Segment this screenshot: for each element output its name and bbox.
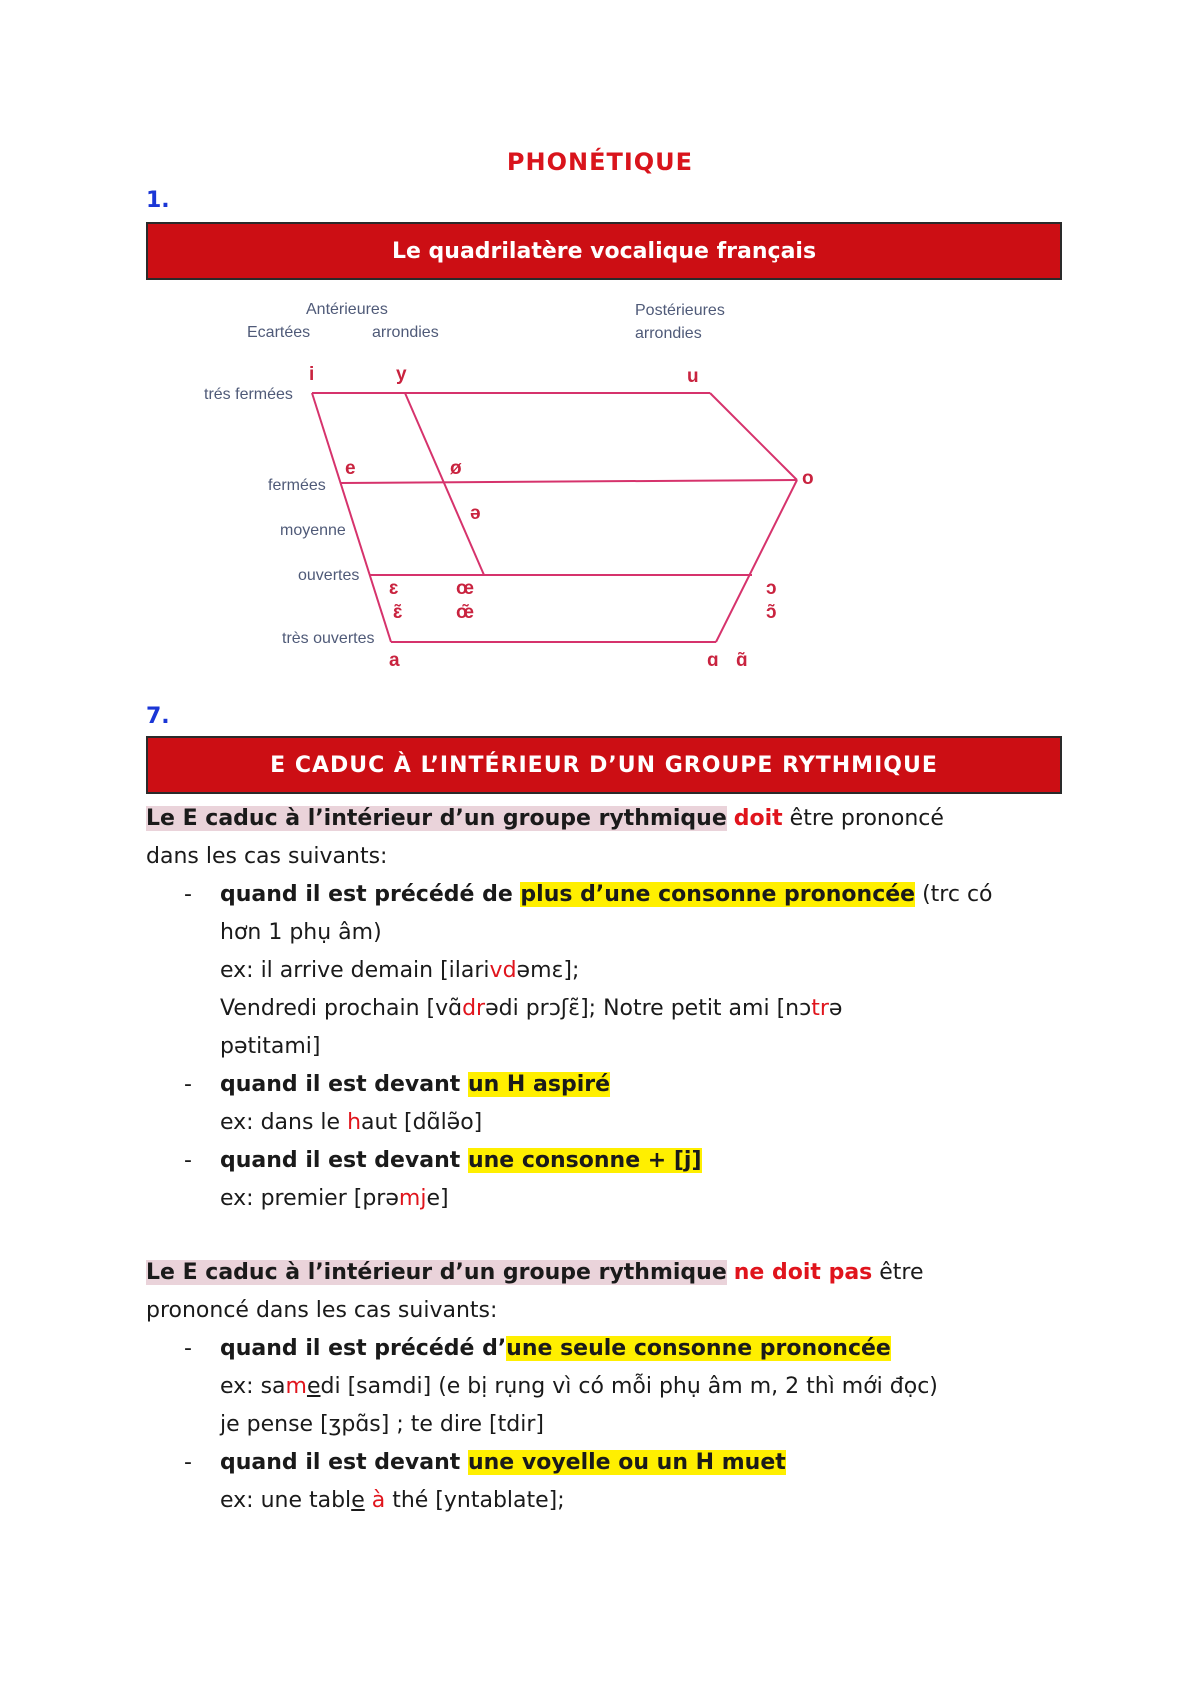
text: (trc có [915, 882, 993, 907]
bullet-label: quand il est devant [220, 1072, 468, 1097]
example [146, 1104, 1076, 1142]
example-red: tr [811, 996, 829, 1021]
vowel-oe-nasal: œ̃ [456, 602, 474, 623]
vowel-epsilon-nasal: ɛ̃ [393, 602, 403, 623]
rule-intro [146, 800, 1076, 838]
example-text: əmɛ]; [516, 958, 580, 983]
bullet-label: quand il est précédé de [220, 882, 521, 907]
highlight: un H aspiré [467, 1072, 611, 1097]
header-anterieures: Antérieures [306, 301, 388, 318]
bullet-label: quand il est devant [220, 1148, 468, 1173]
text: être [872, 1260, 924, 1285]
example-text: ex: dans le [220, 1110, 348, 1135]
row-label-fermees: fermées [268, 477, 326, 494]
rule-ne-doit-pas-block [146, 1254, 1076, 1520]
line-right-lower [716, 480, 797, 642]
bullet-item [146, 1444, 1076, 1482]
example-text: thé [yntablate]; [385, 1488, 565, 1513]
example-text: ex: sa [220, 1374, 286, 1399]
diagram-lines [312, 393, 797, 642]
header-ecartees: Ecartées [247, 324, 311, 341]
section-banner: E CADUC À L’INTÉRIEUR D’UN GROUPE RYTHMIQUE [146, 736, 1062, 794]
bullet-dash: - [184, 1336, 192, 1361]
header-posterieures: Postérieures [635, 302, 725, 319]
bullet-dash: - [184, 1450, 192, 1475]
example-red: mj [398, 1186, 427, 1211]
header-arrondies-ant: arrondies [372, 324, 439, 341]
vowel-open-o-nasal: ɔ̃ [766, 602, 777, 623]
example-text: e] [426, 1186, 449, 1211]
example-red: à [371, 1488, 386, 1513]
page-title: PHONÉTIQUE [506, 148, 694, 176]
vowel-oe: œ [456, 578, 474, 599]
section-number: 1. [146, 188, 170, 213]
verb-ne-doit-pas: ne doit pas [733, 1260, 873, 1285]
rule-doit-block [146, 800, 1076, 1218]
row-label-moyenne: moyenne [280, 522, 346, 539]
vowel-quadrilateral-diagram [0, 0, 1200, 700]
highlight: plus d’une consonne prononcée [520, 882, 916, 907]
example [146, 1482, 1076, 1520]
bullet-item [146, 1330, 1076, 1368]
bullet-dash: - [184, 1148, 192, 1173]
example-red: vd [489, 958, 517, 983]
verb-doit: doit [733, 806, 783, 831]
vowel-o-slash: ø [450, 458, 462, 479]
bullet-cont: hơn 1 phụ âm) [220, 920, 382, 945]
bullet-dash: - [184, 1072, 192, 1097]
bullet-item [146, 1142, 1076, 1180]
bullet-item [146, 876, 1076, 914]
example-text [365, 1488, 372, 1513]
vowel-u: u [687, 366, 699, 387]
example-underlined: e [351, 1488, 365, 1513]
vowel-e: e [345, 458, 356, 479]
highlight: une voyelle ou un H muet [467, 1450, 786, 1475]
line-middle [405, 393, 484, 575]
example-text: ex: il arrive demain [ilari [220, 958, 490, 983]
bullet-item [146, 1066, 1076, 1104]
example [146, 990, 1076, 1028]
row-label-tres-fermees: trés fermées [204, 386, 293, 403]
vowel-alpha-nasal: ɑ̃ [736, 650, 748, 671]
vowel-i: i [309, 364, 315, 385]
example [146, 952, 1076, 990]
rule-intro [146, 1254, 1076, 1292]
highlighted-term: Le E caduc à l’intérieur d’un groupe rythmique [146, 1260, 727, 1285]
row-label-tres-ouvertes: très ouvertes [282, 630, 375, 647]
example-text: aut [dɑ̃lə̃o] [361, 1110, 483, 1135]
vowel-o: o [802, 468, 814, 489]
line-left [312, 393, 391, 642]
example [146, 1368, 1076, 1406]
example-cont: pətitami] [220, 1034, 321, 1059]
line-right-upper [710, 393, 797, 480]
highlight: une seule consonne prononcée [506, 1336, 891, 1361]
example-underlined: e [306, 1374, 321, 1399]
example-red: h [347, 1110, 362, 1135]
vowel-open-o: ɔ [766, 578, 777, 599]
example-red: m [285, 1374, 307, 1399]
example-cont: je pense [ʒpɑ̃s] ; te dire [tdir] [220, 1412, 544, 1437]
example-text: ex: une tabl [220, 1488, 352, 1513]
bullet-dash: - [184, 882, 192, 907]
section-number: 7. [146, 704, 170, 729]
section-banner: Le quadrilatère vocalique français [146, 222, 1062, 280]
rule-intro-cont: dans les cas suivants: [146, 844, 388, 869]
bullet-label: quand il est devant [220, 1450, 468, 1475]
example-red: dr [462, 996, 486, 1021]
highlight: une consonne + [j] [467, 1148, 702, 1173]
row-label-ouvertes: ouvertes [298, 567, 360, 584]
header-arrondies-post: arrondies [635, 325, 702, 342]
text: être prononcé [782, 806, 944, 831]
line-fermees [340, 480, 797, 483]
rule-intro-cont: prononcé dans les cas suivants: [146, 1298, 498, 1323]
example-text: ex: premier [prə [220, 1186, 399, 1211]
highlighted-term: Le E caduc à l’intérieur d’un groupe rythmique [146, 806, 727, 831]
example-text: Vendredi prochain [vɑ̃ [220, 996, 463, 1021]
vowel-schwa: ə [470, 503, 481, 524]
example-text: di [samdi] (e bị rụng vì có mỗi phụ âm m, 2 thì mới đọc) [320, 1374, 938, 1399]
vowel-alpha: ɑ [707, 650, 719, 671]
vowel-a: a [389, 650, 400, 671]
example [146, 1180, 1076, 1218]
example-text: ədi prɔʃɛ̃]; Notre petit ami [nɔ [485, 996, 812, 1021]
example-text: ə [828, 996, 843, 1021]
vowel-y: y [396, 364, 407, 385]
bullet-label: quand il est précédé d’ [220, 1336, 507, 1361]
vowel-epsilon: ɛ [389, 578, 399, 599]
